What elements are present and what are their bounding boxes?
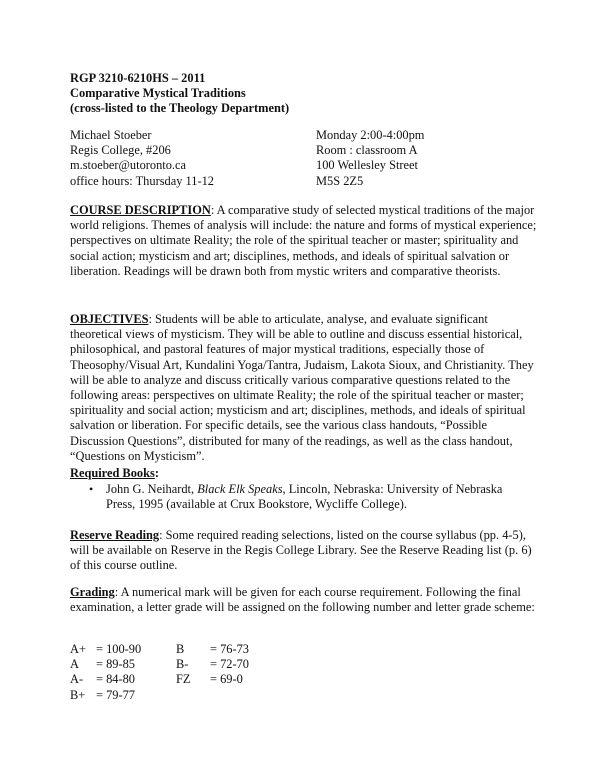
reserve-reading-text: : Some required reading selections, listed on the course syllabus (pp. 4-5), will be available on Reserve in the Regis College Library. See the Reserve Reading list (p. 6) of this course outline. — [70, 528, 532, 573]
grade-letter: A — [70, 657, 79, 672]
grading-heading: Grading — [70, 585, 115, 599]
course-description-section — [70, 203, 540, 279]
objectives-section — [70, 312, 540, 464]
objectives-text: : Students will be able to articulate, analyse, and evaluate significant theoretical views of mysticism. They will be able to outline and discuss essential historical, philosophical, and pastoral features of major mystical traditions, especially those of Theosophy/Visual Art, Kundalini Yoga/Tantra, Judaism, Lakota Sioux, and Christianity. They will be able to analyze and discuss critically various comparative questions related to the following areas: perspectives on ultimate Reality; the role of the spiritual teacher or master; spirituality and social action; mysticism and art; disciplines, methods, and ideals of spiritual salvation or liberation. For specific details, see the various class handouts, “Possible Discussion Questions”, distributed for many of the readings, as well as the class handout, “Questions on Mysticism”. — [70, 312, 534, 463]
instructor-name: Michael Stoeber — [70, 128, 152, 142]
instructor-office: Regis College, #206 — [70, 143, 171, 158]
grade-range: = 100-90 — [96, 642, 142, 656]
required-books-colon: : — [154, 466, 159, 480]
objectives-heading: OBJECTIVES — [70, 312, 149, 326]
bullet-icon: • — [89, 482, 94, 496]
course-code: RGP 3210-6210HS – 2011 — [70, 71, 206, 85]
grade-range: = 72-70 — [210, 657, 249, 672]
instructor-info — [70, 128, 214, 189]
required-books-section — [70, 466, 159, 481]
instructor-office-hours: office hours: Thursday 11-12 — [70, 173, 214, 188]
class-room: Room : classroom A — [316, 143, 418, 158]
class-street: 100 Wellesley Street — [316, 158, 419, 173]
course-title: Comparative Mystical Traditions — [70, 86, 246, 101]
course-description-heading: COURSE DESCRIPTION — [70, 203, 211, 217]
required-books-heading: Required Books — [70, 466, 155, 480]
course-header — [70, 71, 289, 117]
course-description-text: : A comparative study of selected mystical traditions of the major world religions. Themes of analysis will include: the nature and forms of mystical experience; perspectives on ultimate Reality; the role of the spiritual teacher or master; spirituality and social action; mysticism and art; disciplines, methods, and ideals of spiritual salvation or liberation. Readings will be drawn both from mystic writers and comparative theorists. — [70, 203, 537, 278]
class-postal-code: M5S 2Z5 — [316, 173, 364, 188]
grade-letter: A+ — [70, 642, 86, 656]
grade-range: = 79-77 — [96, 687, 135, 702]
grading-section — [70, 585, 540, 615]
class-schedule — [316, 128, 424, 189]
grade-letter: A- — [70, 672, 84, 687]
cross-listing-note: (cross-listed to the Theology Department) — [70, 101, 290, 116]
book-publication-details: , Lincoln, Nebraska: University of Nebraska Press, 1995 (available at Crux Bookstore, Wycliffe College). — [106, 482, 503, 512]
grade-range: = 69-0 — [210, 672, 243, 687]
instructor-email: m.stoeber@utoronto.ca — [70, 158, 187, 173]
book-title: Black Elk Speaks — [197, 482, 283, 496]
grade-range: = 76-73 — [210, 642, 249, 656]
grade-range: = 84-80 — [96, 672, 135, 687]
reserve-reading-section — [70, 528, 540, 574]
required-book-item — [89, 482, 532, 512]
grade-letter: B+ — [70, 687, 86, 702]
grade-letter: B- — [176, 657, 189, 672]
book-author: John G. Neihardt, — [106, 482, 198, 496]
grade-letter: FZ — [176, 672, 191, 687]
reserve-reading-heading: Reserve Reading — [70, 528, 160, 542]
grade-letter: B — [176, 642, 185, 656]
grade-range: = 89-85 — [96, 657, 135, 672]
grading-text: : A numerical mark will be given for each course requirement. Following the final examination, a letter grade will be assigned on the following number and letter grade scheme: — [70, 585, 535, 615]
class-time: Monday 2:00-4:00pm — [316, 128, 425, 142]
